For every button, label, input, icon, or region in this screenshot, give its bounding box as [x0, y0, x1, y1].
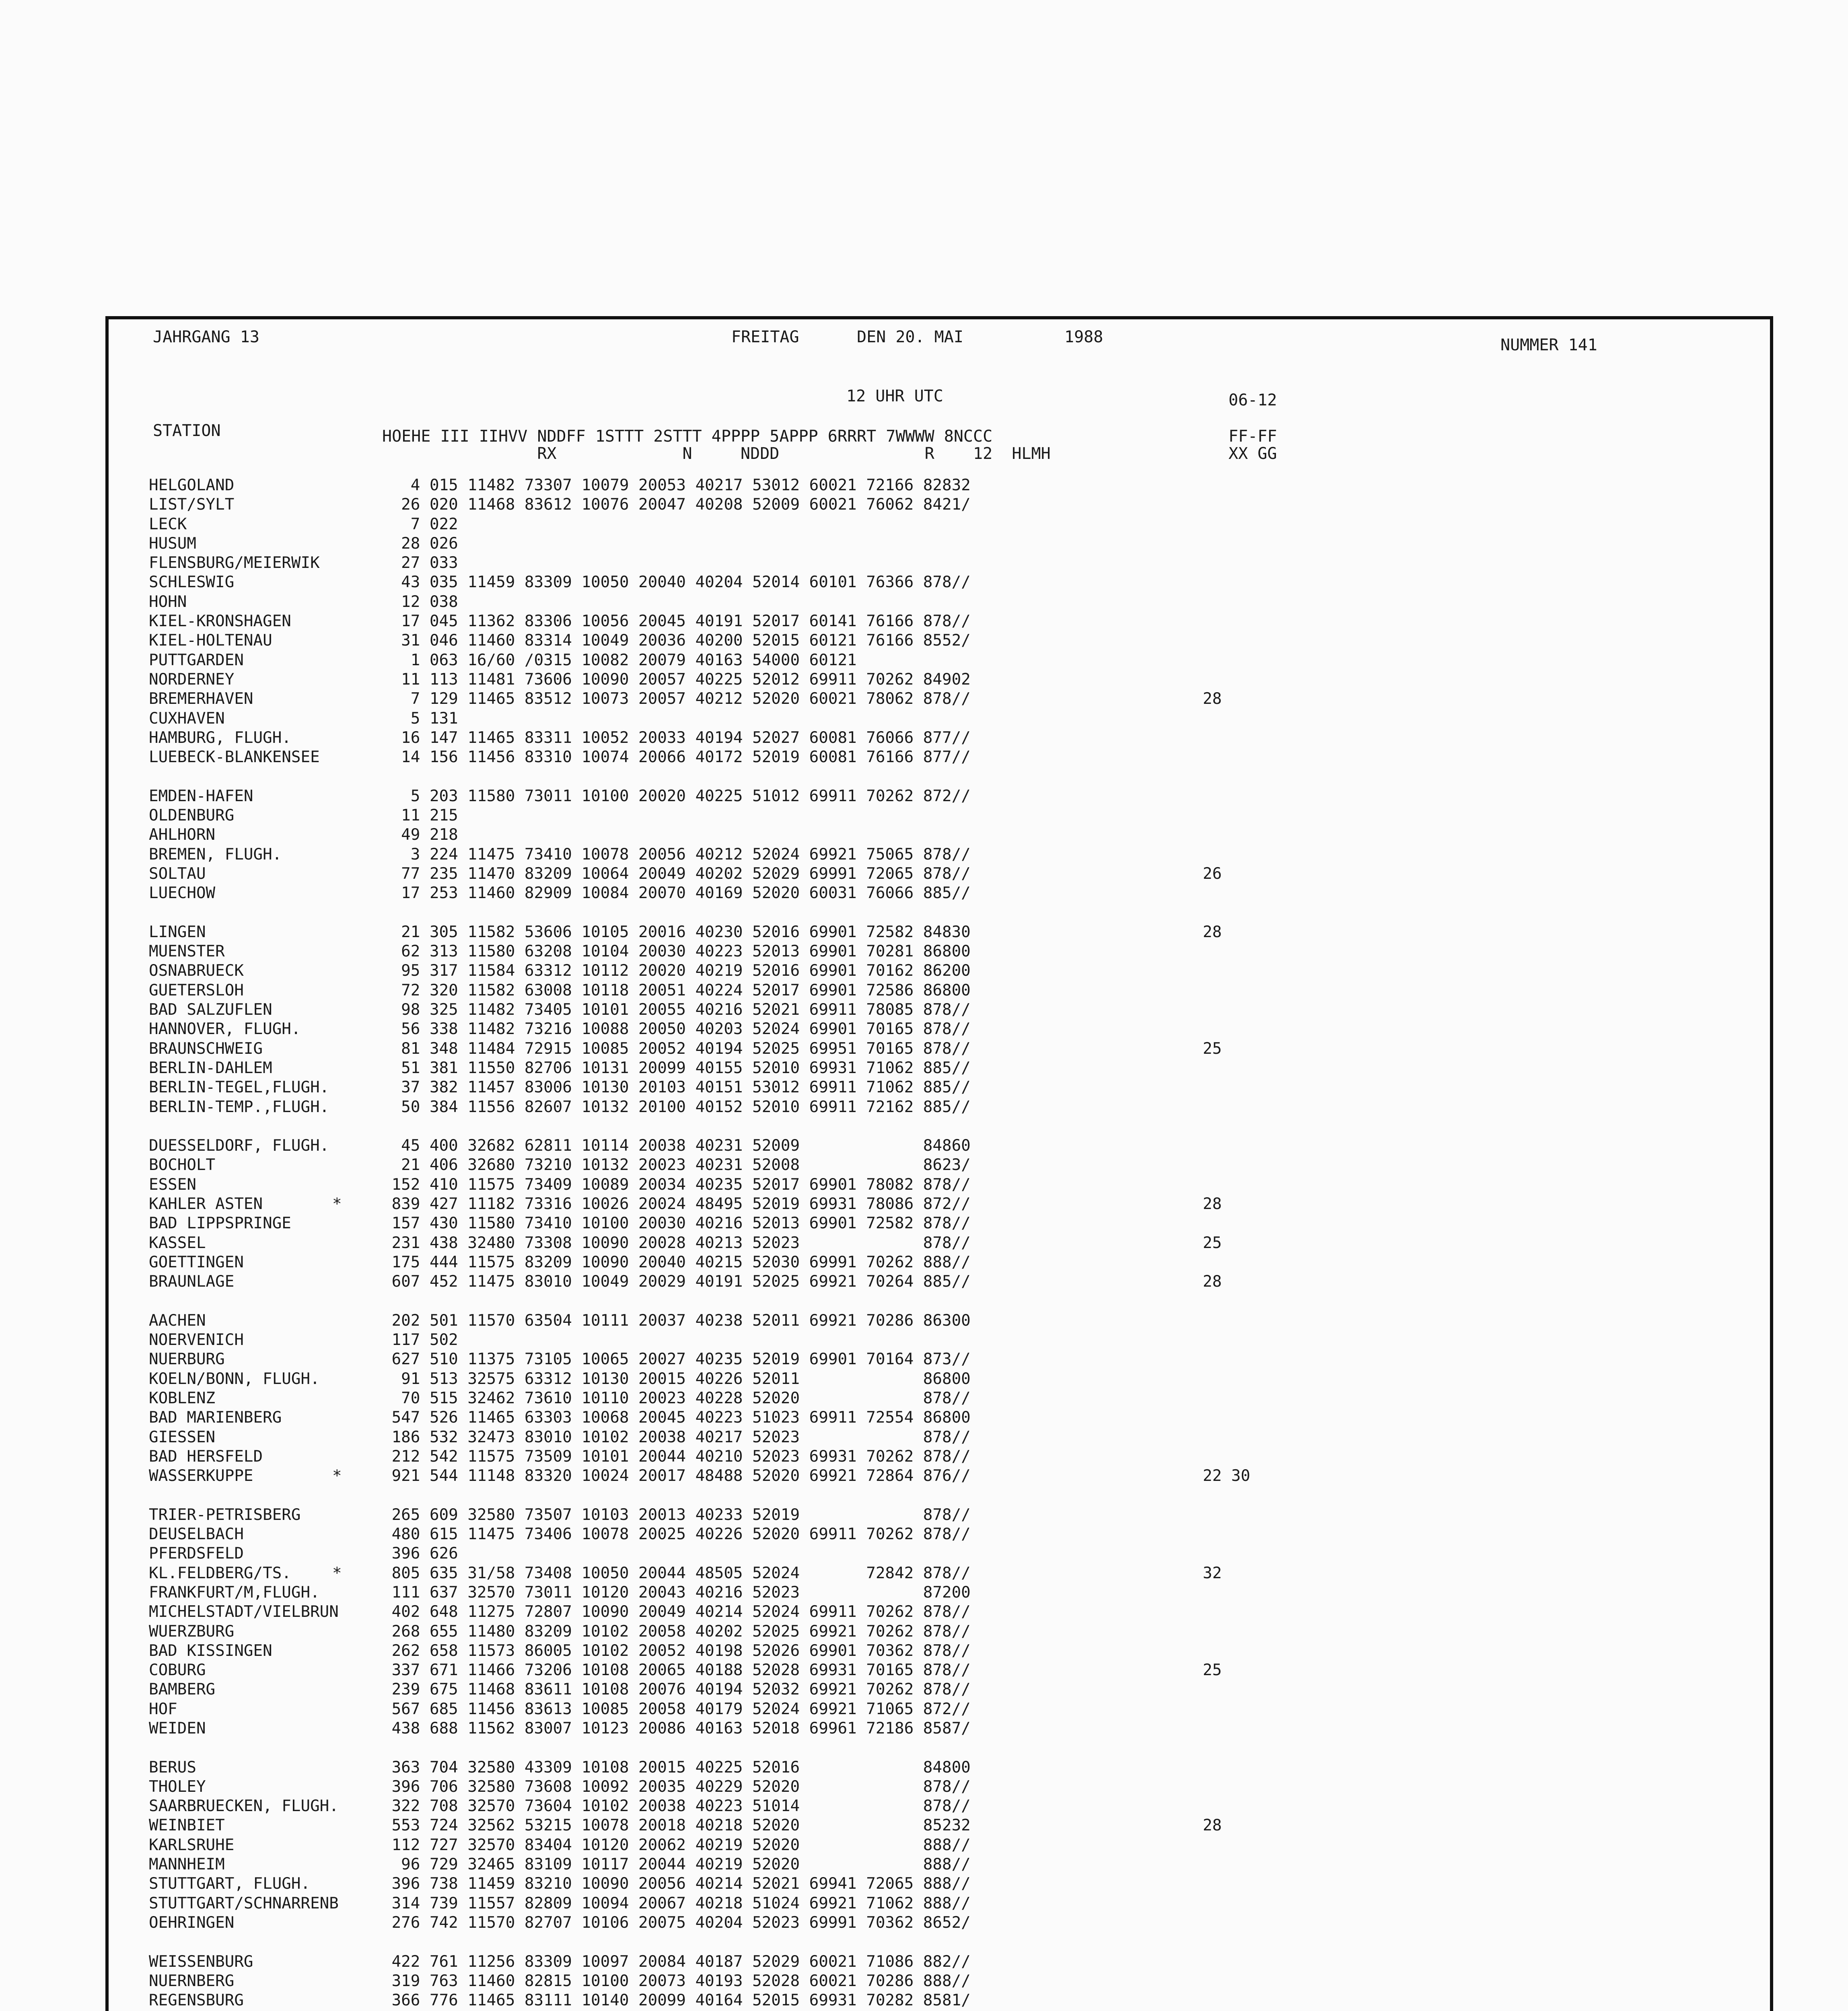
synop-data: 262 658 11573 86005 10102 20052 40198 52026 69901 70362 878// — [382, 1641, 971, 1660]
synop-data: 314 739 11557 82809 10094 20067 40218 51024 69921 71062 888// — [382, 1894, 971, 1912]
station-name: WUERZBURG — [149, 1622, 235, 1641]
gust-column-header: FF-FF — [1229, 427, 1277, 446]
station-name: COBURG — [149, 1661, 206, 1680]
gust-value: 28 — [1203, 1195, 1222, 1213]
station-name: EMDEN-HAFEN — [149, 787, 253, 805]
synop-data: 56 338 11482 73216 10088 20050 40203 52024 69901 70165 878// — [382, 1020, 971, 1038]
station-name: LECK — [149, 515, 187, 533]
station-name: THOLEY — [149, 1777, 206, 1796]
synop-data: 16 147 11465 83311 10052 20033 40194 52027 60081 76066 877// — [382, 728, 971, 747]
station-name: BAD KISSINGEN — [149, 1641, 272, 1660]
synop-data: 231 438 32480 73308 10090 20028 40213 52023 878// — [382, 1234, 971, 1252]
code-column-subheader: RX N NDDD R 12 HLMH — [382, 444, 1051, 463]
station-name: AHLHORN — [149, 826, 216, 844]
station-name: FRANKFURT/M,FLUGH. — [149, 1583, 320, 1602]
synop-data: 14 156 11456 83310 10074 20066 40172 52019 60081 76166 877// — [382, 748, 971, 767]
synop-data: 480 615 11475 73406 10078 20025 40226 52020 69911 70262 878// — [382, 1525, 971, 1544]
synop-data: 175 444 11575 83209 10090 20040 40215 52030 69991 70262 888// — [382, 1253, 971, 1271]
station-name: BAD SALZUFLEN — [149, 1001, 272, 1019]
station-name: OLDENBURG — [149, 806, 235, 825]
station-name: REGENSBURG — [149, 1991, 244, 2010]
station-name: MUENSTER — [149, 942, 225, 961]
synop-data: 363 704 32580 43309 10108 20015 40225 52016 84800 — [382, 1758, 971, 1777]
station-name: BERLIN-TEGEL,FLUGH. — [149, 1078, 329, 1097]
station-name: HOHN — [149, 592, 187, 611]
station-name: SAARBRUECKEN, FLUGH. — [149, 1797, 339, 1816]
station-name: NOERVENICH — [149, 1331, 244, 1349]
station-name: PFERDSFELD — [149, 1544, 244, 1563]
station-name: BOCHOLT — [149, 1156, 216, 1174]
station-name: WASSERKUPPE — [149, 1467, 253, 1485]
station-name: HELGOLAND — [149, 476, 235, 494]
code-column-header: HOEHE III IIHVV NDDFF 1STTT 2STTT 4PPPP 5APPP 6RRRT 7WWWW 8NCCC — [382, 427, 993, 446]
jahrgang-label: JAHRGANG 13 — [153, 328, 259, 346]
synop-data: 265 609 32580 73507 10103 20013 40233 52019 878// — [382, 1505, 971, 1524]
station-name: KL.FELDBERG/TS. — [149, 1564, 291, 1582]
station-name: MANNHEIM — [149, 1855, 225, 1874]
synop-data: 337 671 11466 73206 10108 20065 40188 52028 69931 70165 878// — [382, 1661, 971, 1680]
synop-data: 117 502 — [382, 1331, 458, 1349]
station-name: KARLSRUHE — [149, 1836, 235, 1854]
synop-data: 276 742 11570 82707 10106 20075 40204 52023 69991 70362 8652/ — [382, 1913, 971, 1932]
gust-value: 32 — [1203, 1564, 1222, 1582]
synop-data: 396 626 — [382, 1544, 458, 1563]
station-name: BERLIN-TEMP.,FLUGH. — [149, 1098, 329, 1116]
synop-data: 157 430 11580 73410 10100 20030 40216 52013 69901 72582 878// — [382, 1214, 971, 1233]
synop-data: 12 038 — [382, 592, 458, 611]
synop-data: 81 348 11484 72915 10085 20052 40194 52025 69951 70165 878// — [382, 1039, 971, 1058]
synop-data: 553 724 32562 53215 10078 20018 40218 52020 85232 — [382, 1816, 971, 1835]
synop-data: 17 253 11460 82909 10084 20070 40169 52020 60031 76066 885// — [382, 884, 971, 903]
station-name: GIESSEN — [149, 1428, 216, 1446]
synop-data: 3 224 11475 73410 10078 20056 40212 52024 69921 75065 878// — [382, 845, 971, 864]
synop-data: 11 215 — [382, 806, 458, 825]
synop-data: 37 382 11457 83006 10130 20103 40151 53012 69911 71062 885// — [382, 1078, 971, 1097]
synop-data: 7 022 — [382, 515, 458, 533]
synop-data: 27 033 — [382, 554, 458, 572]
synop-data: 202 501 11570 63504 10111 20037 40238 52011 69921 70286 86300 — [382, 1311, 971, 1330]
synop-data: 366 776 11465 83111 10140 20099 40164 52015 69931 70282 8581/ — [382, 1991, 971, 2010]
synop-data: 212 542 11575 73509 10101 20044 40210 52023 69931 70262 878// — [382, 1447, 971, 1466]
station-name: PUTTGARDEN — [149, 651, 244, 669]
synop-data: 839 427 11182 73316 10026 20024 48495 52019 69931 78086 872// — [382, 1195, 971, 1213]
station-name: NORDERNEY — [149, 670, 235, 689]
station-name: OEHRINGEN — [149, 1913, 235, 1932]
synop-data: 98 325 11482 73405 10101 20055 40216 52021 69911 78085 878// — [382, 1001, 971, 1019]
year-label: 1988 — [1064, 328, 1103, 346]
synop-data: 7 129 11465 83512 10073 20057 40212 52020 60021 78062 878// — [382, 690, 971, 708]
synop-data: 805 635 31/58 73408 10050 20044 48505 52024 72842 878// — [382, 1564, 971, 1582]
station-name: BREMERHAVEN — [149, 690, 253, 708]
synop-data: 402 648 11275 72807 10090 20049 40214 52024 69911 70262 878// — [382, 1603, 971, 1621]
synop-data: 21 305 11582 53606 10105 20016 40230 52016 69901 72582 84830 — [382, 923, 971, 941]
gust-value: 22 30 — [1203, 1467, 1250, 1485]
gust-value: 26 — [1203, 864, 1222, 883]
date-label: DEN 20. MAI — [857, 328, 963, 346]
station-name: LUEBECK-BLANKENSEE — [149, 748, 320, 767]
station-name: CUXHAVEN — [149, 709, 225, 728]
station-name: SOLTAU — [149, 864, 206, 883]
station-name: AACHEN — [149, 1311, 206, 1330]
synop-data: 152 410 11575 73409 10089 20034 40235 52017 69901 78082 878// — [382, 1175, 971, 1194]
synop-data: 607 452 11475 83010 10049 20029 40191 52025 69921 70264 885// — [382, 1273, 971, 1291]
station-name: WEISSENBURG — [149, 1952, 253, 1971]
station-name: HANNOVER, FLUGH. — [149, 1020, 301, 1038]
gust-value: 25 — [1203, 1234, 1222, 1252]
station-name: WEIDEN — [149, 1719, 206, 1738]
station-name: SCHLESWIG — [149, 573, 235, 592]
synop-data: 21 406 32680 73210 10132 20023 40231 52008 8623/ — [382, 1156, 971, 1174]
synop-data: 11 113 11481 73606 10090 20057 40225 52012 69911 70262 84902 — [382, 670, 971, 689]
station-name: HUSUM — [149, 534, 196, 553]
synop-data: 96 729 32465 83109 10117 20044 40219 52020 888// — [382, 1855, 971, 1874]
synop-data: 268 655 11480 83209 10102 20058 40202 52025 69921 70262 878// — [382, 1622, 971, 1641]
station-name: OSNABRUECK — [149, 962, 244, 980]
station-name: BAD MARIENBERG — [149, 1409, 282, 1427]
synop-data: 396 738 11459 83210 10090 20056 40214 52021 69941 72065 888// — [382, 1875, 971, 1893]
station-name: BERUS — [149, 1758, 196, 1777]
station-name: STUTTGART, FLUGH. — [149, 1875, 311, 1893]
mountain-station-marker: * — [332, 1467, 342, 1485]
station-name: ESSEN — [149, 1175, 196, 1194]
station-name: KIEL-KRONSHAGEN — [149, 612, 291, 631]
issue-number: NUMMER 141 — [1500, 336, 1597, 354]
gust-value: 25 — [1203, 1661, 1222, 1680]
station-name: BRAUNSCHWEIG — [149, 1039, 263, 1058]
gust-value: 28 — [1203, 1273, 1222, 1291]
gust-value: 25 — [1203, 1039, 1222, 1058]
weekday-label: FREITAG — [731, 328, 799, 346]
synop-data: 45 400 32682 62811 10114 20038 40231 52009 84860 — [382, 1137, 971, 1155]
station-name: TRIER-PETRISBERG — [149, 1505, 301, 1524]
synop-data: 547 526 11465 63303 10068 20045 40223 51023 69911 72554 86800 — [382, 1409, 971, 1427]
station-name: HAMBURG, FLUGH. — [149, 728, 291, 747]
synop-data: 17 045 11362 83306 10056 20045 40191 52017 60141 76166 878// — [382, 612, 971, 631]
synop-data: 72 320 11582 63008 10118 20051 40224 52017 69901 72586 86800 — [382, 981, 971, 999]
station-name: FLENSBURG/MEIERWIK — [149, 554, 320, 572]
station-name: BRAUNLAGE — [149, 1273, 235, 1291]
station-name: DEUSELBACH — [149, 1525, 244, 1544]
synop-data: 43 035 11459 83309 10050 20040 40204 52014 60101 76366 878// — [382, 573, 971, 592]
synop-data: 186 532 32473 83010 10102 20038 40217 52023 878// — [382, 1428, 971, 1446]
station-name: GUETERSLOH — [149, 981, 244, 999]
synop-data: 28 026 — [382, 534, 458, 553]
observation-time: 12 UHR UTC — [846, 387, 943, 405]
station-name: KIEL-HOLTENAU — [149, 631, 272, 650]
synop-data: 567 685 11456 83613 10085 20058 40179 52024 69921 71065 872// — [382, 1700, 971, 1718]
station-name: HOF — [149, 1700, 177, 1718]
synop-data: 239 675 11468 83611 10108 20076 40194 52032 69921 70262 878// — [382, 1680, 971, 1699]
station-name: LUECHOW — [149, 884, 216, 903]
station-column-header: STATION — [153, 422, 221, 440]
station-name: NUERNBERG — [149, 1972, 235, 1990]
station-name: BERLIN-DAHLEM — [149, 1059, 272, 1077]
station-name: STUTTGART/SCHNARRENB — [149, 1894, 339, 1912]
synop-data: 5 131 — [382, 709, 458, 728]
gust-value: 28 — [1203, 1816, 1222, 1835]
time-range: 06-12 — [1229, 391, 1277, 409]
station-name: BAD LIPPSPRINGE — [149, 1214, 291, 1233]
synop-data: 111 637 32570 73011 10120 20043 40216 52023 87200 — [382, 1583, 971, 1602]
station-name: BREMEN, FLUGH. — [149, 845, 282, 864]
synop-data: 26 020 11468 83612 10076 20047 40208 52009 60021 76062 8421/ — [382, 496, 971, 514]
station-name: WEINBIET — [149, 1816, 225, 1835]
synop-data: 438 688 11562 83007 10123 20086 40163 52018 69961 72186 8587/ — [382, 1719, 971, 1738]
station-name: KASSEL — [149, 1234, 206, 1252]
gust-value: 28 — [1203, 923, 1222, 941]
station-name: LIST/SYLT — [149, 496, 235, 514]
station-name: LINGEN — [149, 923, 206, 941]
synop-data: 49 218 — [382, 826, 458, 844]
synop-data: 422 761 11256 83309 10097 20084 40187 52029 60021 71086 882// — [382, 1952, 971, 1971]
station-name: DUESSELDORF, FLUGH. — [149, 1137, 329, 1155]
station-name: BAD HERSFELD — [149, 1447, 263, 1466]
synop-data: 319 763 11460 82815 10100 20073 40193 52028 60021 70286 888// — [382, 1972, 971, 1990]
station-name: KOELN/BONN, FLUGH. — [149, 1369, 320, 1388]
synop-data: 112 727 32570 83404 10120 20062 40219 52020 888// — [382, 1836, 971, 1854]
station-name: GOETTINGEN — [149, 1253, 244, 1271]
gust-value: 28 — [1203, 690, 1222, 708]
synop-data: 70 515 32462 73610 10110 20023 40228 52020 878// — [382, 1389, 971, 1407]
synop-data: 396 706 32580 73608 10092 20035 40229 52020 878// — [382, 1777, 971, 1796]
synop-data: 1 063 16/60 /0315 10082 20079 40163 54000 60121 — [382, 651, 857, 669]
synop-data: 91 513 32575 63312 10130 20015 40226 52011 86800 — [382, 1369, 971, 1388]
synop-data: 921 544 11148 83320 10024 20017 48488 52020 69921 72864 876// — [382, 1467, 971, 1485]
synop-data: 627 510 11375 73105 10065 20027 40235 52019 69901 70164 873// — [382, 1350, 971, 1369]
synop-data: 50 384 11556 82607 10132 20100 40152 52010 69911 72162 885// — [382, 1098, 971, 1116]
synop-data: 5 203 11580 73011 10100 20020 40225 51012 69911 70262 872// — [382, 787, 971, 805]
synop-data: 31 046 11460 83314 10049 20036 40200 52015 60121 76166 8552/ — [382, 631, 971, 650]
synop-data: 4 015 11482 73307 10079 20053 40217 53012 60021 72166 82832 — [382, 476, 971, 494]
gust-column-subheader: XX GG — [1229, 444, 1277, 463]
synop-data: 51 381 11550 82706 10131 20099 40155 52010 69931 71062 885// — [382, 1059, 971, 1077]
station-name: MICHELSTADT/VIELBRUN — [149, 1603, 339, 1621]
synop-data: 95 317 11584 63312 10112 20020 40219 52016 69901 70162 86200 — [382, 962, 971, 980]
synop-data: 62 313 11580 63208 10104 20030 40223 52013 69901 70281 86800 — [382, 942, 971, 961]
station-name: KOBLENZ — [149, 1389, 216, 1407]
mountain-station-marker: * — [332, 1564, 342, 1582]
station-name: NUERBURG — [149, 1350, 225, 1369]
station-name: BAMBERG — [149, 1680, 216, 1699]
synop-data: 322 708 32570 73604 10102 20038 40223 51014 878// — [382, 1797, 971, 1816]
mountain-station-marker: * — [332, 1195, 342, 1213]
synop-data: 77 235 11470 83209 10064 20049 40202 52029 69991 72065 878// — [382, 864, 971, 883]
station-name: KAHLER ASTEN — [149, 1195, 263, 1213]
